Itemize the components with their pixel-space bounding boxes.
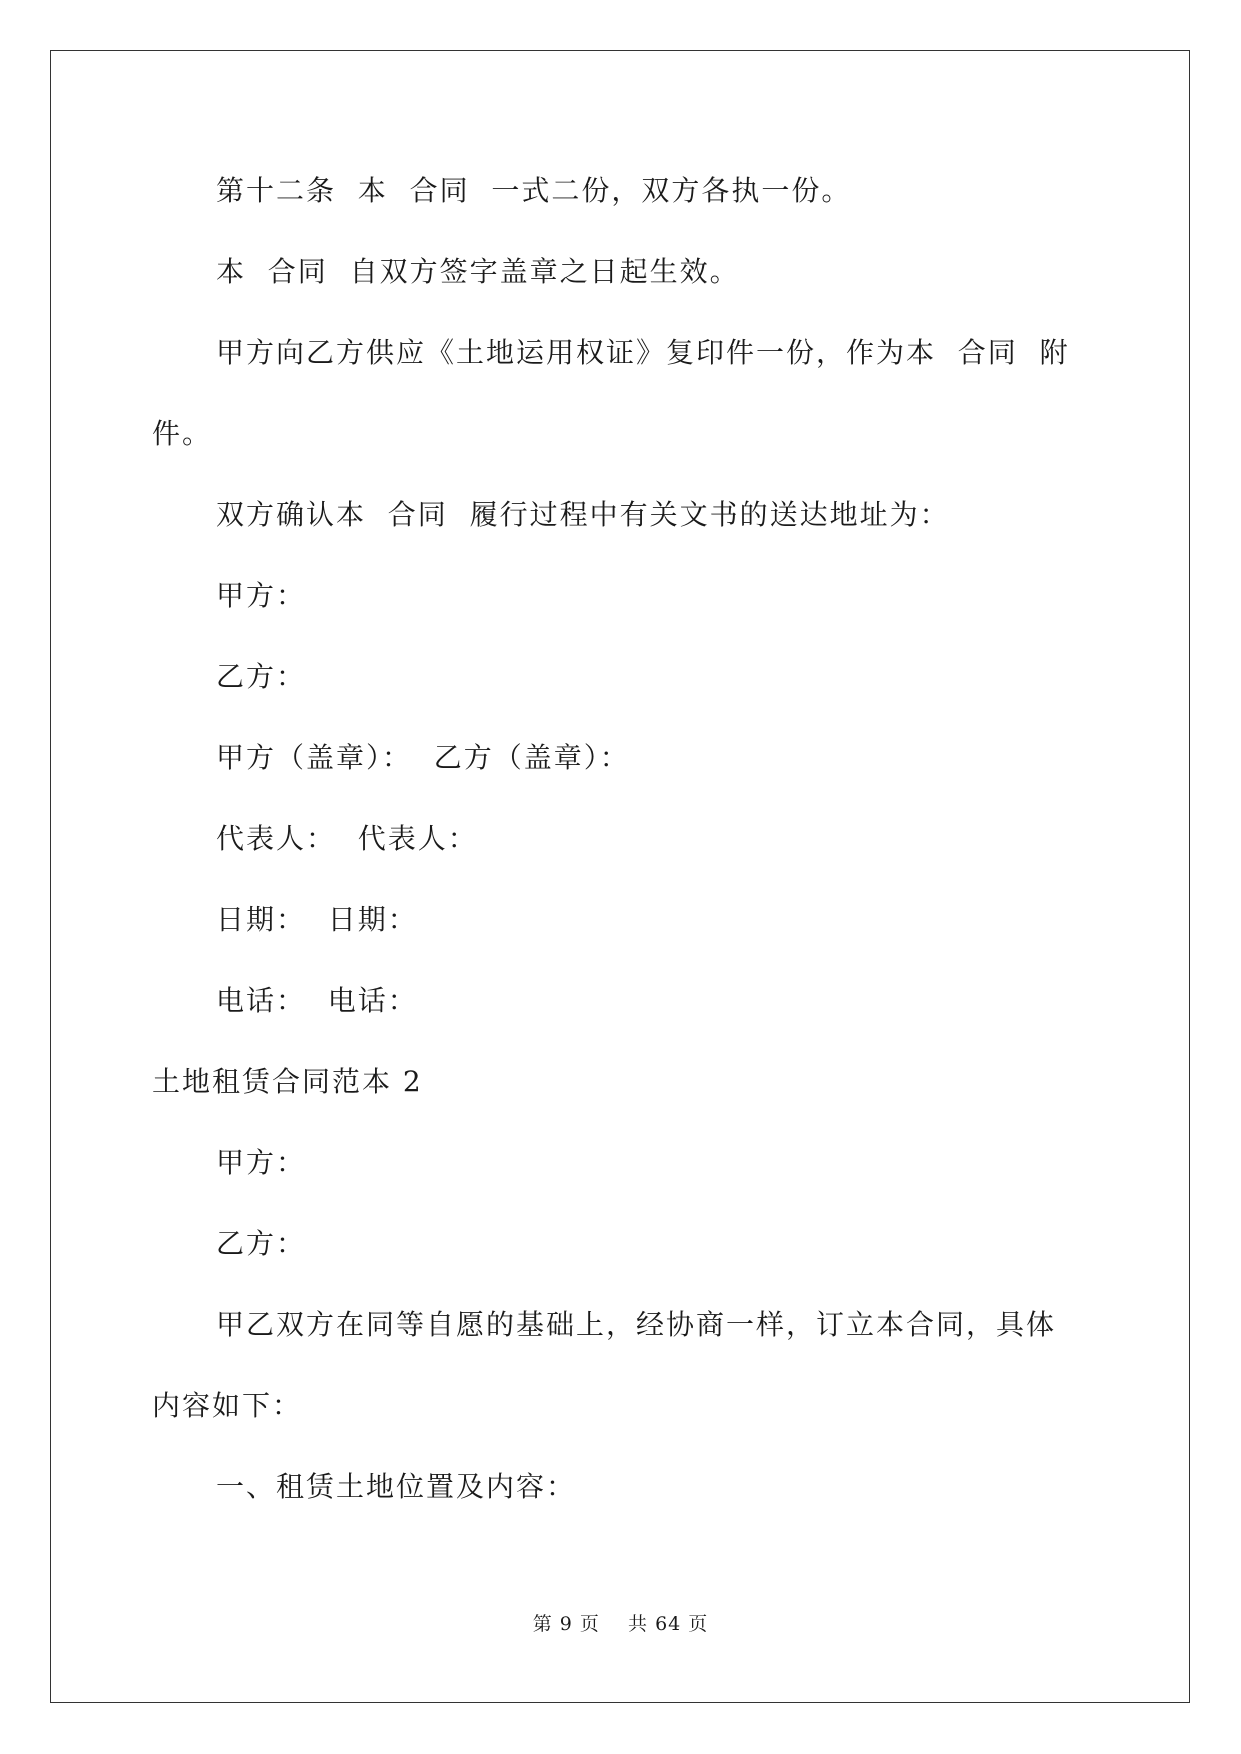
certificate-copy-line: 甲方向乙方供应《土地运用权证》复印件一份，作为本 合同 附 (216, 336, 1070, 369)
section-heading: 土地租赁合同范本 2 (152, 1065, 423, 1098)
clause-one-heading: 一、租赁土地位置及内容： (216, 1470, 577, 1503)
phone-line: 电话： 电话： (216, 984, 418, 1017)
party-b-address-label: 乙方： (216, 660, 307, 693)
date-line: 日期： 日期： (216, 903, 418, 936)
delivery-address-line: 双方确认本 合同 履行过程中有关文书的送达地址为： (216, 498, 950, 531)
party-a-label: 甲方： (216, 1146, 307, 1179)
representative-line: 代表人： 代表人： (216, 822, 478, 855)
agreement-intro-line: 甲乙双方在同等自愿的基础上，经协商一样，订立本合同，具体 (216, 1308, 1057, 1341)
party-a-address-label: 甲方： (216, 579, 307, 612)
party-b-label: 乙方： (216, 1227, 307, 1260)
certificate-copy-line-continued: 件。 (152, 417, 213, 450)
effective-date-line: 本 合同 自双方签字盖章之日起生效。 (216, 255, 740, 288)
page-border (50, 50, 1190, 1703)
agreement-intro-line-continued: 内容如下： (152, 1389, 303, 1422)
page-number-footer: 第 9 页 共 64 页 (532, 1613, 709, 1635)
clause-twelve-line: 第十二条 本 合同 一式二份，双方各执一份。 (216, 174, 852, 207)
seal-line: 甲方（盖章）： 乙方（盖章）： (216, 741, 630, 774)
